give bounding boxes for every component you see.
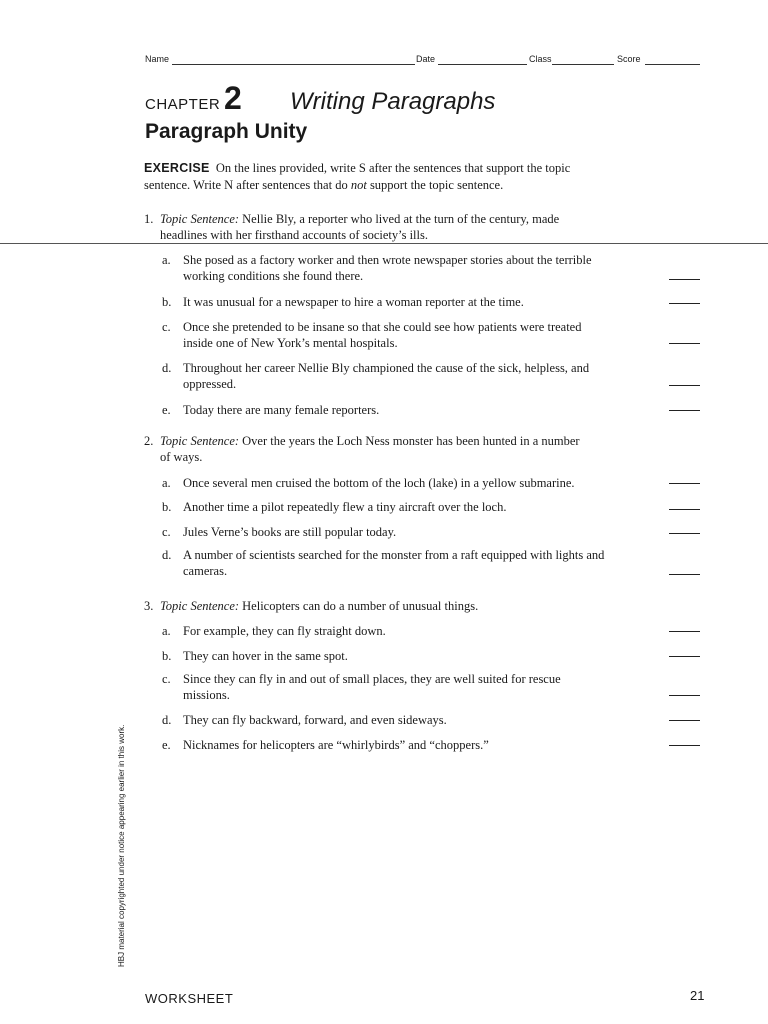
date-label: Date <box>416 54 436 64</box>
answer-blank-3c[interactable] <box>669 695 700 696</box>
name-field[interactable] <box>172 64 415 65</box>
answer-blank-3e[interactable] <box>669 745 700 746</box>
instructions-text-2: support the topic sentence. <box>366 178 504 192</box>
topic-label: Topic Sentence: <box>160 599 240 613</box>
option-letter: e. <box>162 738 171 752</box>
option-2d <box>162 547 652 579</box>
answer-blank-1b[interactable] <box>669 303 700 304</box>
option-letter: d. <box>162 548 172 562</box>
option-3c <box>162 671 652 703</box>
exercise-label: EXERCISE <box>144 161 210 175</box>
answer-blank-2c[interactable] <box>669 533 700 534</box>
option-2b <box>162 499 652 515</box>
option-1d <box>162 360 652 392</box>
option-2c <box>162 524 652 540</box>
option-text: Nicknames for helicopters are “whirlybirds” and “choppers.” <box>183 738 489 752</box>
option-letter: d. <box>162 361 172 375</box>
option-3d <box>162 712 652 728</box>
topic-label: Topic Sentence: <box>160 434 240 448</box>
option-text-cont: oppressed. <box>183 377 237 391</box>
item-number: 3. <box>144 599 154 613</box>
option-text: For example, they can fly straight down. <box>183 624 386 638</box>
instructions-emphasis: not <box>350 178 367 192</box>
option-text: Once she pretended to be insane so that she could see how patients were treated <box>183 320 582 334</box>
option-letter: b. <box>162 500 172 514</box>
answer-blank-2b[interactable] <box>669 509 700 510</box>
chapter-heading <box>145 80 705 120</box>
option-text: She posed as a factory worker and then wrote newspaper stories about the terrible <box>183 253 592 267</box>
answer-blank-3d[interactable] <box>669 720 700 721</box>
item-number: 1. <box>144 212 154 226</box>
section-title: Paragraph Unity <box>145 120 308 143</box>
option-text-cont: working conditions she found there. <box>183 269 364 283</box>
topic-text-cont: headlines with her firsthand accounts of society’s ills. <box>160 228 428 242</box>
page-number: 21 <box>690 988 705 1003</box>
option-letter: c. <box>162 525 171 539</box>
score-label: Score <box>617 54 641 64</box>
score-field[interactable] <box>645 64 700 65</box>
item-number: 2. <box>144 434 154 448</box>
option-text: Once several men cruised the bottom of the loch (lake) in a yellow submarine. <box>183 476 575 490</box>
option-letter: d. <box>162 713 172 727</box>
answer-blank-1e[interactable] <box>669 410 700 411</box>
option-letter: a. <box>162 253 171 267</box>
topic-sentence-1 <box>144 211 634 243</box>
option-text: They can fly backward, forward, and even sideways. <box>183 713 447 727</box>
topic-text-cont: of ways. <box>160 450 203 464</box>
class-field[interactable] <box>552 64 614 65</box>
option-text-cont: cameras. <box>183 564 228 578</box>
date-field[interactable] <box>438 64 527 65</box>
option-letter: a. <box>162 624 171 638</box>
option-1b <box>162 294 652 310</box>
student-info-header <box>145 54 700 68</box>
answer-blank-3a[interactable] <box>669 631 700 632</box>
topic-text: Over the years the Loch Ness monster has been hunted in a number <box>242 434 580 448</box>
option-text-cont: inside one of New York’s mental hospitals. <box>183 336 398 350</box>
answer-blank-1d[interactable] <box>669 385 700 386</box>
option-letter: b. <box>162 649 172 663</box>
option-letter: b. <box>162 295 172 309</box>
option-text: Since they can fly in and out of small places, they are well suited for rescue <box>183 672 561 686</box>
answer-blank-1c[interactable] <box>669 343 700 344</box>
footer-label: WORKSHEET <box>145 991 234 1006</box>
option-1e <box>162 402 652 418</box>
option-letter: c. <box>162 320 171 334</box>
answer-blank-2a[interactable] <box>669 483 700 484</box>
name-label: Name <box>145 54 170 64</box>
option-1a <box>162 252 652 284</box>
topic-text: Nellie Bly, a reporter who lived at the turn of the century, made <box>242 212 560 226</box>
topic-sentence-3 <box>144 598 634 614</box>
option-3e <box>162 737 652 753</box>
answer-blank-2d[interactable] <box>669 574 700 575</box>
option-text: Another time a pilot repeatedly flew a tiny aircraft over the loch. <box>183 500 507 514</box>
chapter-word: CHAPTER <box>145 96 221 113</box>
option-3a <box>162 623 652 639</box>
scan-divider-line <box>0 243 768 244</box>
option-3b <box>162 648 652 664</box>
instructions-text-1: On the lines provided, write S after the sentences that support the topic sentence. Write N after sentences that do <box>144 161 571 192</box>
answer-blank-3b[interactable] <box>669 656 700 657</box>
option-letter: c. <box>162 672 171 686</box>
class-label: Class <box>529 54 552 64</box>
exercise-instructions <box>144 160 604 194</box>
option-text: Jules Verne’s books are still popular today. <box>183 525 397 539</box>
option-letter: e. <box>162 403 171 417</box>
answer-blank-1a[interactable] <box>669 279 700 280</box>
chapter-title: Writing Paragraphs <box>290 88 496 115</box>
option-2a <box>162 475 652 491</box>
chapter-number: 2 <box>224 80 242 116</box>
option-text: It was unusual for a newspaper to hire a woman reporter at the time. <box>183 295 524 309</box>
topic-sentence-2 <box>144 433 634 465</box>
copyright-side-note: HBJ material copyrighted under notice appearing earlier in this work. <box>117 724 126 967</box>
option-text: Throughout her career Nellie Bly championed the cause of the sick, helpless, and <box>183 361 590 375</box>
option-text: A number of scientists searched for the monster from a raft equipped with lights and <box>183 548 605 562</box>
topic-label: Topic Sentence: <box>160 212 240 226</box>
option-text: They can hover in the same spot. <box>183 649 348 663</box>
option-text-cont: missions. <box>183 688 230 702</box>
option-text: Today there are many female reporters. <box>183 403 380 417</box>
option-letter: a. <box>162 476 171 490</box>
topic-text: Helicopters can do a number of unusual things. <box>242 599 479 613</box>
option-1c <box>162 319 652 351</box>
